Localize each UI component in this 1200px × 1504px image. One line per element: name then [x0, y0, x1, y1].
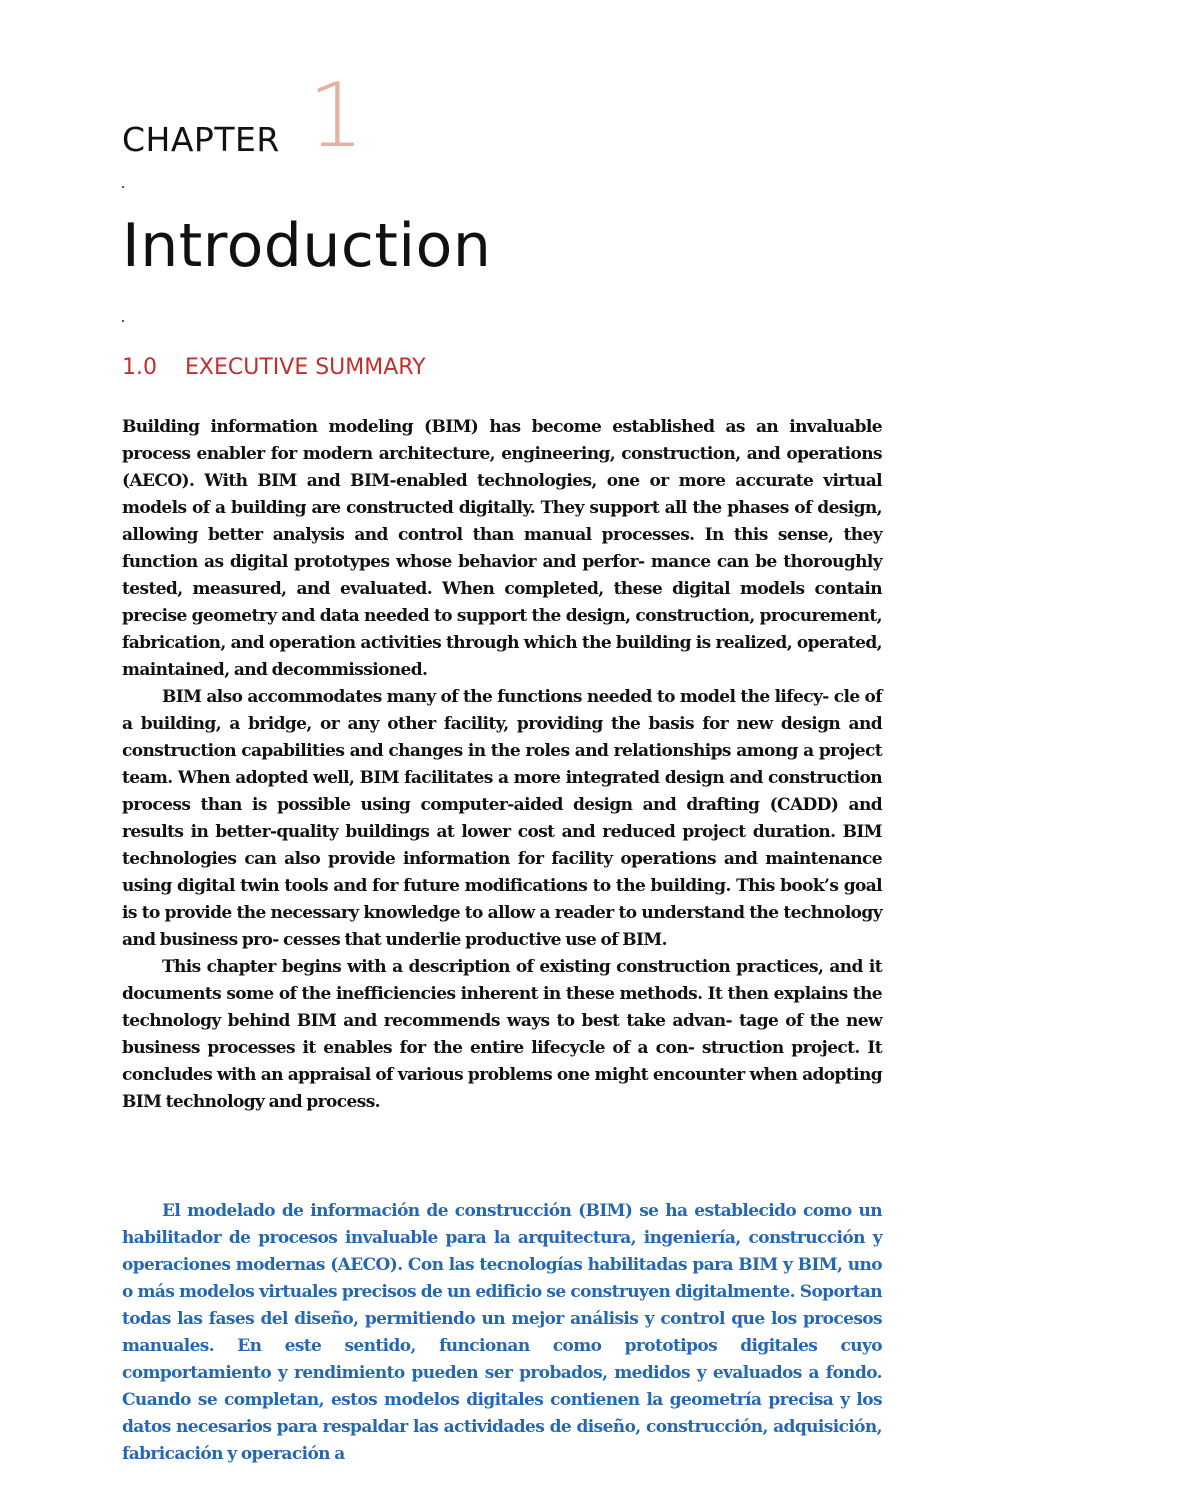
- body-paragraph: BIM also accommodates many of the functions needed to model the lifecy- cle of a building, a bridge, or any other facility, providing the basis for new design and construction capabilities and changes in the roles and relationships among a project team. When adopted well, BIM facilitates a more integrated design and construction process than is possible using computer-aided design and drafting (CADD) and results in better-quality buildings at lower cost and reduced project duration. BIM technologies can also provide information for facility operations and maintenance using digital twin tools and for future modifications to the building. This book’s goal is to provide the necessary knowledge to allow a reader to understand the technology and business pro- cesses that underlie productive use of BIM.: [122, 687, 882, 950]
- body-paragraph: Building information modeling (BIM) has become established as an invaluable process enabler for modern architecture, engineering, construction, and operations (AECO). With BIM and BIM-enabled technologies, one or more accurate virtual models of a building are constructed digitally. They support all the phases of design, allowing better analysis and control than manual processes. In this sense, they function as digital prototypes whose behavior and perfor- mance can be thoroughly tested, measured, and evaluated. When completed, these digital models contain precise geometry and data needed to support the design, construction, procurement, fabrication, and operation activities through which the building is realized, operated, maintained, and decommissioned.: [122, 417, 882, 680]
- body-text: [122, 414, 882, 1116]
- section-heading: [122, 355, 426, 380]
- page-title: Introduction: [122, 211, 492, 281]
- translation-paragraph: El modelado de información de construcción (BIM) se ha establecido como un habilitador de procesos invaluable para la arquitectura, ingeniería, construcción y operaciones modernas (AECO). Con las tecnologías habilitadas para BIM y BIM, uno o más modelos virtuales precisos de un edificio se construyen digitalmente. Soportan todas las fases del diseño, permitiendo un mejor análisis y control que los procesos manuales. En este sentido, funcionan como prototipos digitales cuyo comportamiento y rendimiento pueden ser probados, medidos y evaluados a fondo. Cuando se completan, estos modelos digitales contienen la geometría precisa y los datos necesarios para respaldar las actividades de diseño, construcción, adquisición, fabricación y operación a: [122, 1201, 882, 1464]
- translation-text: [122, 1198, 882, 1468]
- paragraph-mark: [122, 320, 124, 322]
- chapter-number: 1: [308, 64, 364, 167]
- chapter-label: CHAPTER: [122, 120, 280, 159]
- body-paragraph: This chapter begins with a description of existing construction practices, and it documents some of the inefficiencies inherent in these methods. It then explains the technology behind BIM and recommends ways to best take advan- tage of the new business processes it enables for the entire lifecycle of a con- struction project. It concludes with an appraisal of various problems one might encounter when adopting BIM technology and process.: [122, 957, 882, 1112]
- section-number: 1.0: [122, 355, 157, 380]
- paragraph-mark: [122, 186, 124, 188]
- section-title: EXECUTIVE SUMMARY: [185, 355, 426, 380]
